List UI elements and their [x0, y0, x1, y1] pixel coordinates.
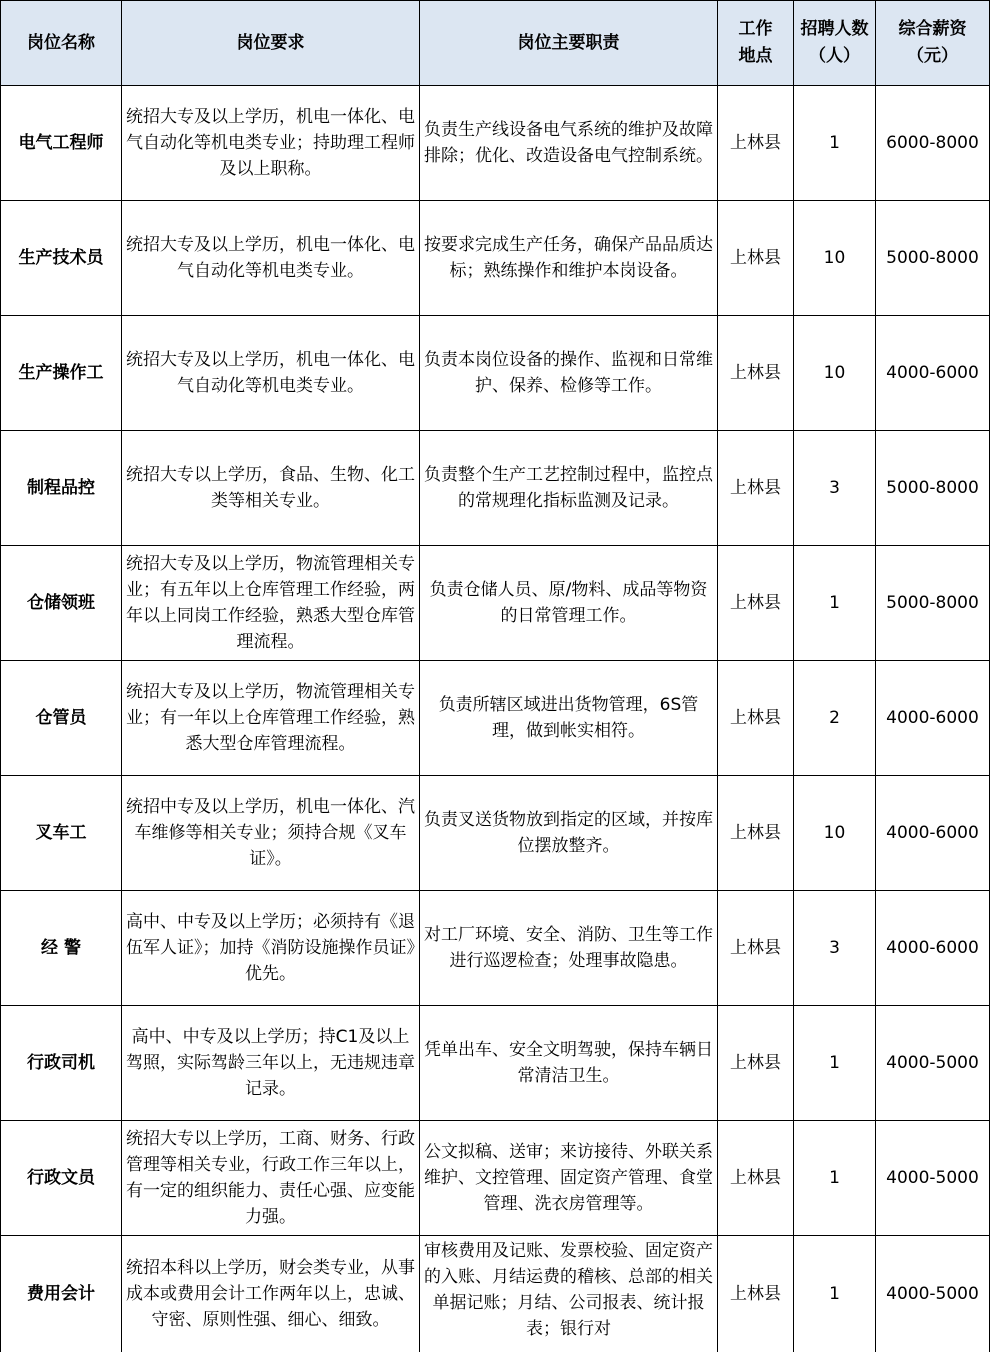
cell-headcount: 1 [794, 1236, 876, 1352]
cell-salary: 4000-5000 [876, 1006, 990, 1121]
cell-duties: 负责本岗位设备的操作、监视和日常维护、保养、检修等工作。 [420, 316, 718, 431]
cell-salary: 4000-6000 [876, 316, 990, 431]
cell-location: 上林县 [718, 86, 794, 201]
table-header-row [1, 1, 990, 86]
cell-location: 上林县 [718, 546, 794, 661]
cell-location: 上林县 [718, 431, 794, 546]
cell-requirements: 统招大专及以上学历，机电一体化、电气自动化等机电类专业。 [122, 316, 420, 431]
cell-headcount: 10 [794, 201, 876, 316]
cell-headcount: 1 [794, 546, 876, 661]
cell-headcount: 1 [794, 1121, 876, 1236]
cell-duties: 按要求完成生产任务，确保产品品质达标；熟练操作和维护本岗设备。 [420, 201, 718, 316]
cell-salary: 4000-6000 [876, 891, 990, 1006]
table-row [1, 546, 990, 661]
cell-location: 上林县 [718, 1006, 794, 1121]
cell-location: 上林县 [718, 201, 794, 316]
cell-requirements: 统招大专及以上学历，机电一体化、电气自动化等机电类专业；持助理工程师及以上职称。 [122, 86, 420, 201]
cell-requirements: 统招大专以上学历，工商、财务、行政管理等相关专业，行政工作三年以上，有一定的组织能力、责任心强、应变能力强。 [122, 1121, 420, 1236]
cell-salary: 4000-5000 [876, 1236, 990, 1352]
cell-name: 制程品控 [1, 431, 122, 546]
cell-name: 行政文员 [1, 1121, 122, 1236]
cell-salary: 5000-8000 [876, 431, 990, 546]
header-requirements: 岗位要求 [122, 1, 420, 86]
cell-name: 仓储领班 [1, 546, 122, 661]
cell-duties: 负责整个生产工艺控制过程中，监控点的常规理化指标监测及记录。 [420, 431, 718, 546]
cell-duties: 对工厂环境、安全、消防、卫生等工作进行巡逻检查；处理事故隐患。 [420, 891, 718, 1006]
cell-requirements: 高中、中专及以上学历；持C1及以上驾照，实际驾龄三年以上，无违规违章记录。 [122, 1006, 420, 1121]
cell-location: 上林县 [718, 316, 794, 431]
cell-name: 生产操作工 [1, 316, 122, 431]
table-row [1, 1006, 990, 1121]
cell-salary: 6000-8000 [876, 86, 990, 201]
table-row [1, 86, 990, 201]
cell-headcount: 2 [794, 661, 876, 776]
cell-location: 上林县 [718, 891, 794, 1006]
cell-name: 叉车工 [1, 776, 122, 891]
table-row [1, 1121, 990, 1236]
cell-headcount: 10 [794, 316, 876, 431]
cell-requirements: 统招大专及以上学历，物流管理相关专业；有一年以上仓库管理工作经验，熟悉大型仓库管理流程。 [122, 661, 420, 776]
cell-duties: 负责所辖区域进出货物管理，6S管理，做到帐实相符。 [420, 661, 718, 776]
cell-headcount: 1 [794, 1006, 876, 1121]
cell-requirements: 统招大专及以上学历，物流管理相关专业；有五年以上仓库管理工作经验，两年以上同岗工作经验，熟悉大型仓库管理流程。 [122, 546, 420, 661]
cell-location: 上林县 [718, 1121, 794, 1236]
cell-location: 上林县 [718, 776, 794, 891]
cell-headcount: 10 [794, 776, 876, 891]
cell-location: 上林县 [718, 661, 794, 776]
header-headcount: 招聘人数 （人） [794, 1, 876, 86]
cell-requirements: 统招本科以上学历，财会类专业，从事成本或费用会计工作两年以上，忠诚、守密、原则性强、细心、细致。 [122, 1236, 420, 1352]
table-row [1, 1236, 990, 1352]
table-row [1, 431, 990, 546]
cell-headcount: 1 [794, 86, 876, 201]
cell-location: 上林县 [718, 1236, 794, 1352]
table-row [1, 201, 990, 316]
cell-headcount: 3 [794, 431, 876, 546]
cell-duties: 公文拟稿、送审；来访接待、外联关系维护、文控管理、固定资产管理、食堂管理、洗衣房管理等。 [420, 1121, 718, 1236]
cell-requirements: 统招大专以上学历，食品、生物、化工类等相关专业。 [122, 431, 420, 546]
cell-name: 行政司机 [1, 1006, 122, 1121]
cell-requirements: 统招大专及以上学历，机电一体化、电气自动化等机电类专业。 [122, 201, 420, 316]
cell-name: 生产技术员 [1, 201, 122, 316]
cell-name: 仓管员 [1, 661, 122, 776]
table-row [1, 891, 990, 1006]
cell-duties: 审核费用及记账、发票校验、固定资产的入账、月结运费的稽核、总部的相关单据记账；月结、公司报表、统计报表；银行对 [420, 1236, 718, 1352]
cell-salary: 5000-8000 [876, 201, 990, 316]
header-name: 岗位名称 [1, 1, 122, 86]
cell-salary: 4000-6000 [876, 776, 990, 891]
header-duties: 岗位主要职责 [420, 1, 718, 86]
cell-duties: 负责叉送货物放到指定的区域，并按库位摆放整齐。 [420, 776, 718, 891]
header-location: 工作 地点 [718, 1, 794, 86]
cell-name: 电气工程师 [1, 86, 122, 201]
cell-salary: 5000-8000 [876, 546, 990, 661]
header-salary: 综合薪资 （元） [876, 1, 990, 86]
table-row [1, 316, 990, 431]
cell-duties: 负责生产线设备电气系统的维护及故障排除；优化、改造设备电气控制系统。 [420, 86, 718, 201]
cell-salary: 4000-6000 [876, 661, 990, 776]
cell-headcount: 3 [794, 891, 876, 1006]
table-row [1, 661, 990, 776]
cell-duties: 负责仓储人员、原/物料、成品等物资的日常管理工作。 [420, 546, 718, 661]
cell-requirements: 高中、中专及以上学历；必须持有《退伍军人证》；加持《消防设施操作员证》优先。 [122, 891, 420, 1006]
cell-name: 经 警 [1, 891, 122, 1006]
cell-duties: 凭单出车、安全文明驾驶，保持车辆日常清洁卫生。 [420, 1006, 718, 1121]
cell-salary: 4000-5000 [876, 1121, 990, 1236]
cell-requirements: 统招中专及以上学历，机电一体化、汽车维修等相关专业；须持合规《叉车证》。 [122, 776, 420, 891]
table-row [1, 776, 990, 891]
cell-name: 费用会计 [1, 1236, 122, 1352]
